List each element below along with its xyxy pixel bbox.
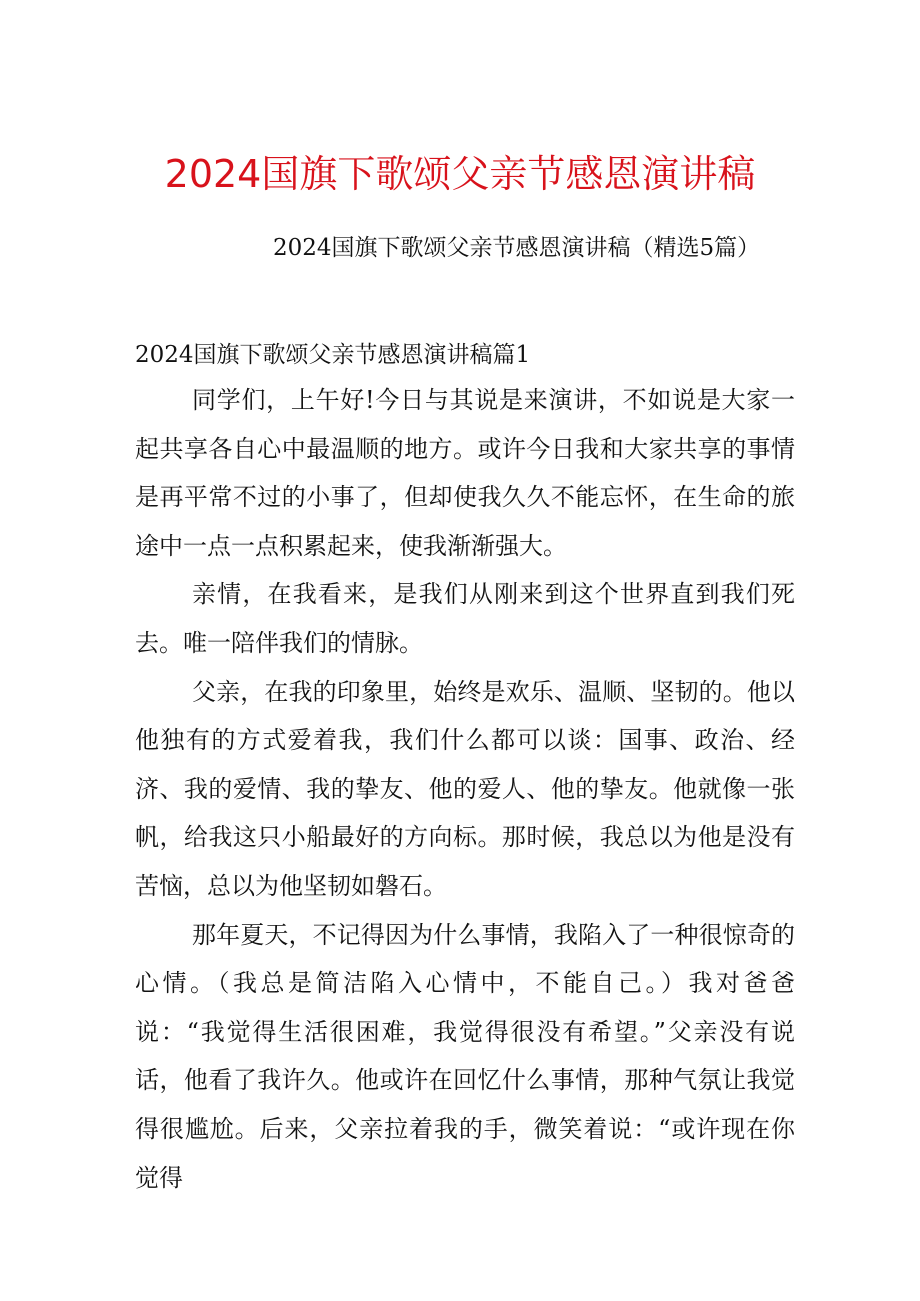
document-body: [135, 376, 795, 1202]
paragraph-2: 亲情，在我看来，是我们从刚来到这个世界直到我们死去。唯一陪伴我们的情脉。: [135, 580, 795, 657]
document-title: 2024国旗下歌颂父亲节感恩演讲稿: [164, 152, 756, 196]
paragraph-3: 父亲，在我的印象里，始终是欢乐、温顺、坚韧的。他以他独有的方式爱着我，我们什么都可以谈：国事、政治、经济、我的爱情、我的挚友、他的爱人、他的挚友。他就像一张帆，给我这只小船最好的方向标。那时候，我总以为他是没有苦恼，总以为他坚韧如磐石。: [135, 677, 795, 900]
paragraph-1: 同学们，上午好!今日与其说是来演讲，不如说是大家一起共享各自心中最温顺的地方。或许今日我和大家共享的事情是再平常不过的小事了，但却使我久久不能忘怀，在生命的旅途中一点一点积累起来，使我渐渐强大。: [135, 386, 795, 560]
document-subtitle: 2024国旗下歌颂父亲节感恩演讲稿（精选5篇）: [273, 235, 761, 261]
paragraph-4: 那年夏天，不记得因为什么事情，我陷入了一种很惊奇的心情。（我总是简洁陷入心情中，不能自己。）我对爸爸说：“我觉得生活很困难，我觉得很没有希望。”父亲没有说话，他看了我许久。他或许在回忆什么事情，那种气氛让我觉得很尴尬。后来，父亲拉着我的手，微笑着说：“或许现在你觉得: [135, 920, 795, 1192]
section-heading: 2024国旗下歌颂父亲节感恩演讲稿篇1: [135, 342, 531, 368]
